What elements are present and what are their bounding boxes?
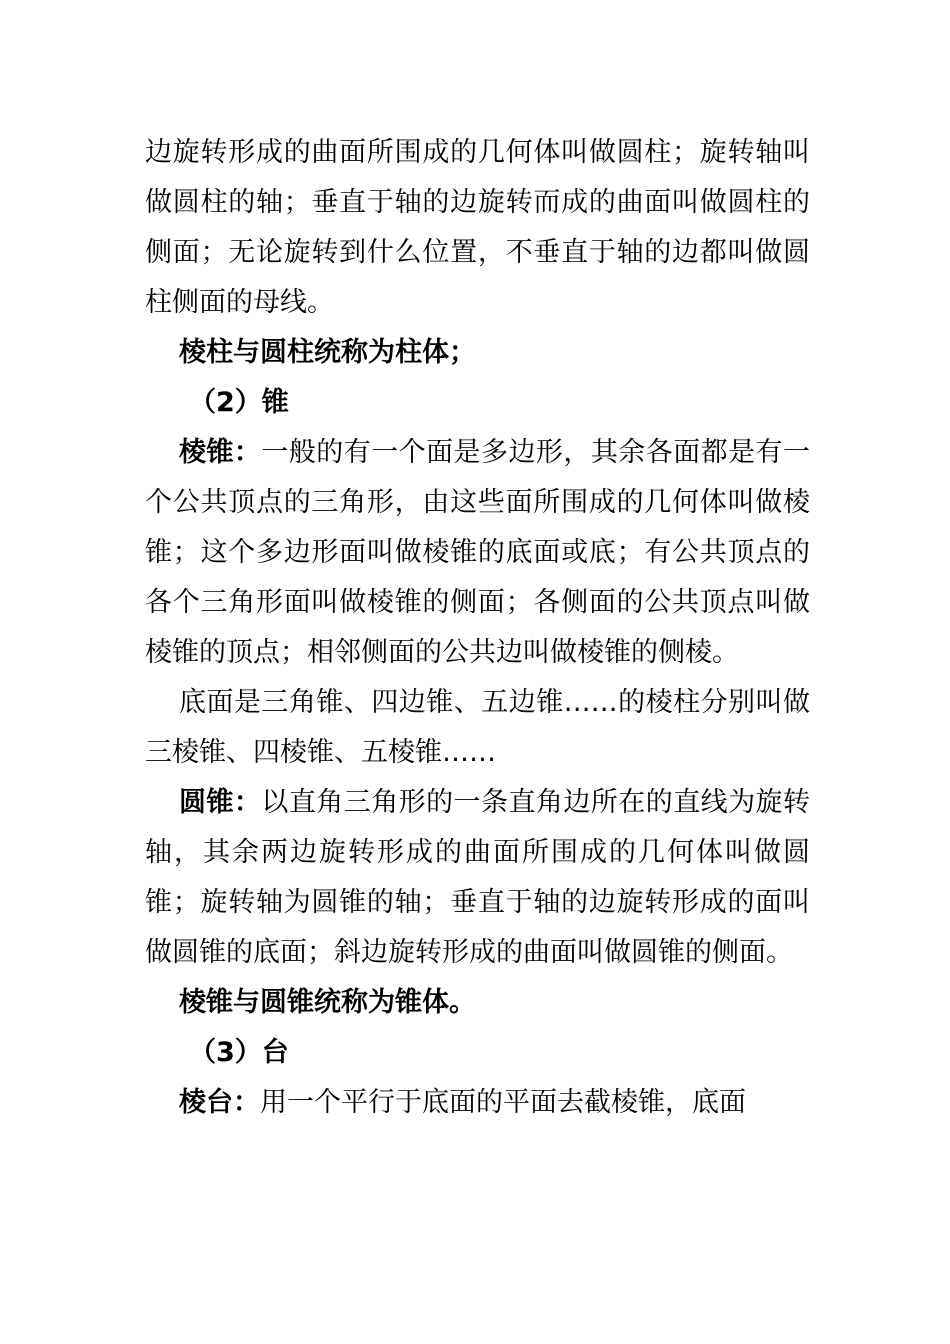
section-heading-cone: （2）锥 xyxy=(189,387,289,418)
paragraph-frustum-definition xyxy=(145,1078,810,1128)
term-frustum: 棱台： xyxy=(179,1087,260,1118)
paragraph-cone-summary: 棱锥与圆锥统称为锥体。 xyxy=(179,987,476,1018)
paragraph-pyramid-naming: 底面是三角锥、四边锥、五边锥……的棱柱分别叫做三棱锥、四棱锥、五棱锥…… xyxy=(145,687,810,768)
frustum-definition-text: 用一个平行于底面的平面去截棱锥，底面 xyxy=(260,1087,746,1118)
term-pyramid: 棱锥： xyxy=(179,437,262,468)
paragraph-prism-summary: 棱柱与圆柱统称为柱体； xyxy=(179,337,476,368)
section-heading-frustum: （3）台 xyxy=(189,1037,289,1068)
paragraph-pyramid-definition xyxy=(145,428,810,678)
paragraph-cone-definition xyxy=(145,778,810,978)
pyramid-definition-text: 一般的有一个面是多边形，其余各面都是有一个公共顶点的三角形，由这些面所围成的几何体叫做棱锥；这个多边形面叫做棱锥的底面或底；有公共顶点的各个三角形面叫做棱锥的侧面；各侧面的公共顶点叫做棱锥的顶点；相邻侧面的公共边叫做棱锥的侧棱。 xyxy=(145,437,811,668)
document-page xyxy=(145,128,810,1128)
cone-definition-text: 以直角三角形的一条直角边所在的直线为旋转轴，其余两边旋转形成的曲面所围成的几何体叫做圆锥；旋转轴为圆锥的轴；垂直于轴的边旋转形成的面叫做圆锥的底面；斜边旋转形成的曲面叫做圆锥的侧面。 xyxy=(145,787,811,968)
term-cone: 圆锥： xyxy=(179,787,262,818)
paragraph-cylinder-definition: 边旋转形成的曲面所围成的几何体叫做圆柱；旋转轴叫做圆柱的轴；垂直于轴的边旋转而成的曲面叫做圆柱的侧面；无论旋转到什么位置，不垂直于轴的边都叫做圆柱侧面的母线。 xyxy=(145,137,810,318)
